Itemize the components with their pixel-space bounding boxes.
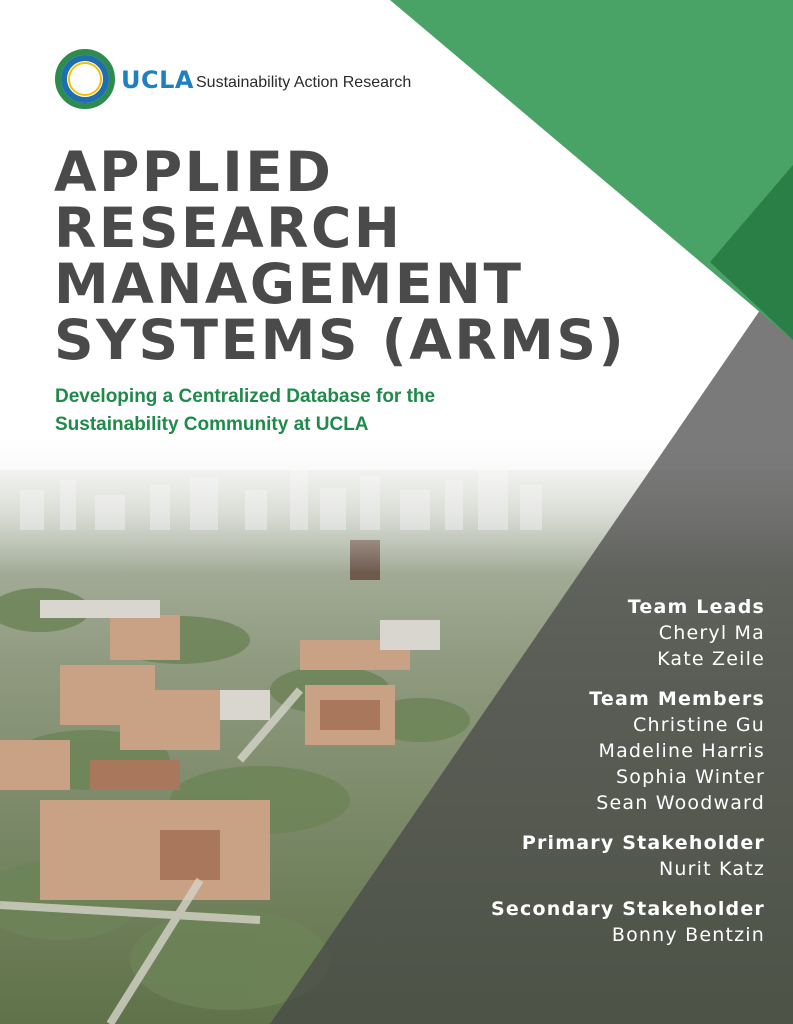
secondary-stakeholder-group	[405, 896, 765, 948]
team-member-name: Madeline Harris	[598, 740, 765, 762]
title-line: SYSTEMS (ARMS)	[54, 308, 627, 372]
primary-stakeholder-name: Nurit Katz	[658, 858, 765, 880]
primary-stakeholder-heading: Primary Stakeholder	[521, 832, 765, 854]
page-subtitle	[55, 383, 615, 439]
primary-stakeholder-group	[405, 830, 765, 882]
page-title	[54, 140, 654, 372]
team-credits	[405, 594, 765, 962]
team-member-name: Sean Woodward	[596, 792, 765, 814]
ucla-ring-logo-icon	[54, 48, 116, 110]
secondary-stakeholder-name: Bonny Bentzin	[611, 924, 765, 946]
team-lead-name: Kate Zeile	[657, 648, 765, 670]
secondary-stakeholder-heading: Secondary Stakeholder	[491, 898, 765, 920]
team-members-group	[405, 686, 765, 816]
subtitle-line: Sustainability Community at UCLA	[55, 414, 369, 435]
team-leads-group	[405, 594, 765, 672]
team-member-name: Christine Gu	[633, 714, 765, 736]
title-line: APPLIED	[54, 140, 334, 204]
title-line: RESEARCH	[54, 196, 403, 260]
logo-subtitle: Sustainability Action Research	[196, 74, 412, 91]
logo-wordmark: UCLA	[121, 66, 194, 94]
subtitle-line: Developing a Centralized Database for the	[55, 386, 436, 407]
team-lead-name: Cheryl Ma	[658, 622, 765, 644]
team-members-heading: Team Members	[589, 688, 765, 710]
title-line: MANAGEMENT	[54, 252, 524, 316]
team-leads-heading: Team Leads	[627, 596, 765, 618]
team-member-name: Sophia Winter	[616, 766, 765, 788]
